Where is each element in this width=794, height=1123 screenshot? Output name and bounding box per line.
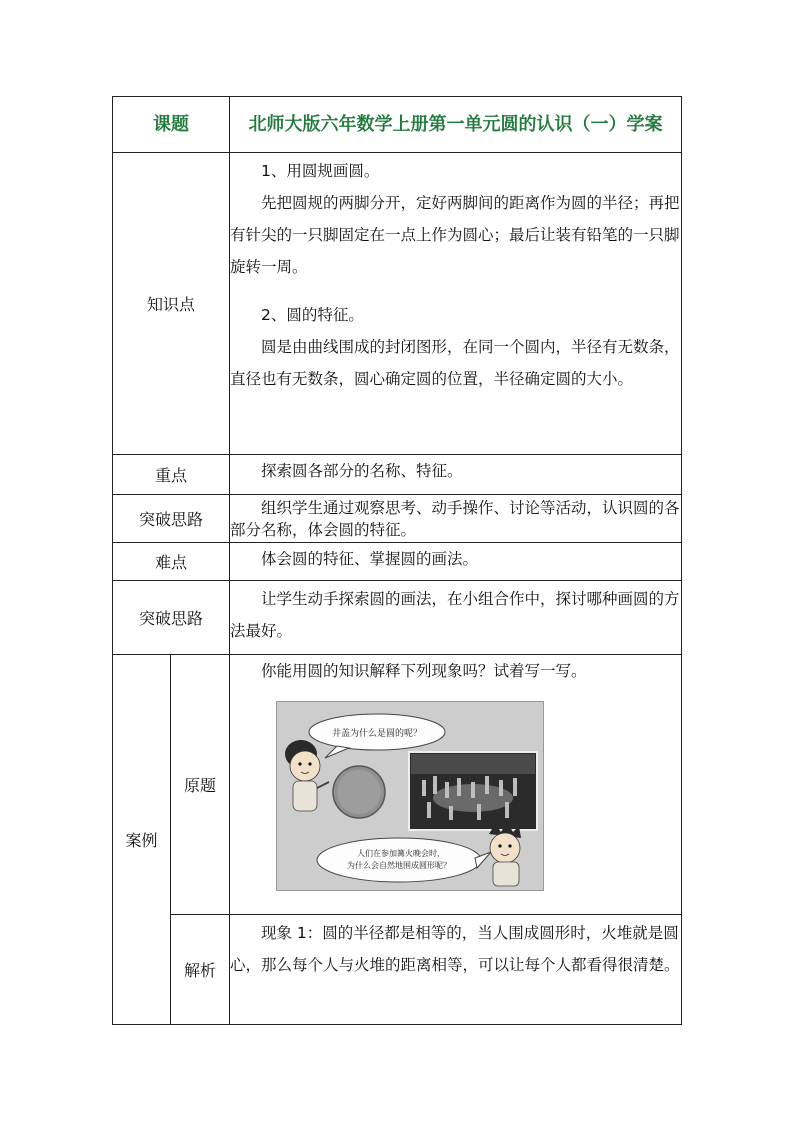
bonfire-photo (409, 752, 537, 830)
row-title (113, 97, 682, 153)
title-label: 课题 (113, 97, 230, 153)
analysis-label: 解析 (171, 915, 230, 1025)
key-point-text: 探索圆各部分的名称、特征。 (261, 462, 463, 480)
case-label: 案例 (113, 655, 171, 1025)
row-breakthrough-2 (113, 581, 682, 655)
knowledge-item-2: 先把圆规的两脚分开，定好两脚间的距离作为圆的半径；再把有针尖的一只脚固定在一点上作为圆心；最后让装有铅笔的一只脚旋转一周。 (230, 194, 680, 276)
lesson-plan-table (112, 96, 682, 1025)
boy-cartoon (489, 822, 521, 886)
illustration-svg (277, 702, 543, 890)
breakthrough-1-text: 组织学生通过观察思考、动手操作、讨论等活动，认识圆的各部分名称，体会圆的特征。 (230, 498, 680, 539)
page-title: 北师大版六年数学上册第一单元圆的认识（一）学案 (230, 97, 682, 153)
row-case-analysis (113, 915, 682, 1025)
knowledge-content (230, 153, 682, 455)
bubble-bottom-text-2: 为什么会自然地围成圆形呢？ (347, 861, 451, 870)
breakthrough-2-text: 让学生动手探索圆的画法，在小组合作中，探讨哪种画圆的方法最好。 (230, 590, 680, 640)
knowledge-item-1: 1、用圆规画圆。 (261, 162, 380, 180)
breakthrough-2-label: 突破思路 (113, 581, 230, 655)
row-difficulty (113, 543, 682, 581)
row-knowledge (113, 153, 682, 455)
key-point-label: 重点 (113, 455, 230, 495)
difficulty-label: 难点 (113, 543, 230, 581)
difficulty-text: 体会圆的特征、掌握圆的画法。 (261, 550, 479, 568)
original-label: 原题 (171, 655, 230, 915)
bubble-bottom-text-1: 人们在参加篝火晚会时， (357, 849, 445, 858)
row-breakthrough-1 (113, 495, 682, 543)
analysis-text: 现象 1：圆的半径都是相等的，当人围成圆形时，火堆就是圆心，那么每个人与火堆的距离相等，可以让每个人都看得很清楚。 (230, 924, 680, 974)
row-case-original (113, 655, 682, 915)
row-key-point (113, 455, 682, 495)
knowledge-item-4: 圆是由曲线围成的封闭图形，在同一个圆内，半径有无数条，直径也有无数条，圆心确定圆的位置，半径确定圆的大小。 (230, 338, 680, 388)
breakthrough-1-label: 突破思路 (113, 495, 230, 543)
illustration-image (276, 701, 544, 891)
knowledge-item-3: 2、圆的特征。 (261, 306, 364, 324)
speech-bubble-bottom (317, 838, 481, 882)
original-text: 你能用圆的知识解释下列现象吗？试着写一写。 (261, 662, 587, 680)
knowledge-label: 知识点 (113, 153, 230, 455)
bubble-top-text: 井盖为什么是圆的呢？ (331, 729, 423, 739)
